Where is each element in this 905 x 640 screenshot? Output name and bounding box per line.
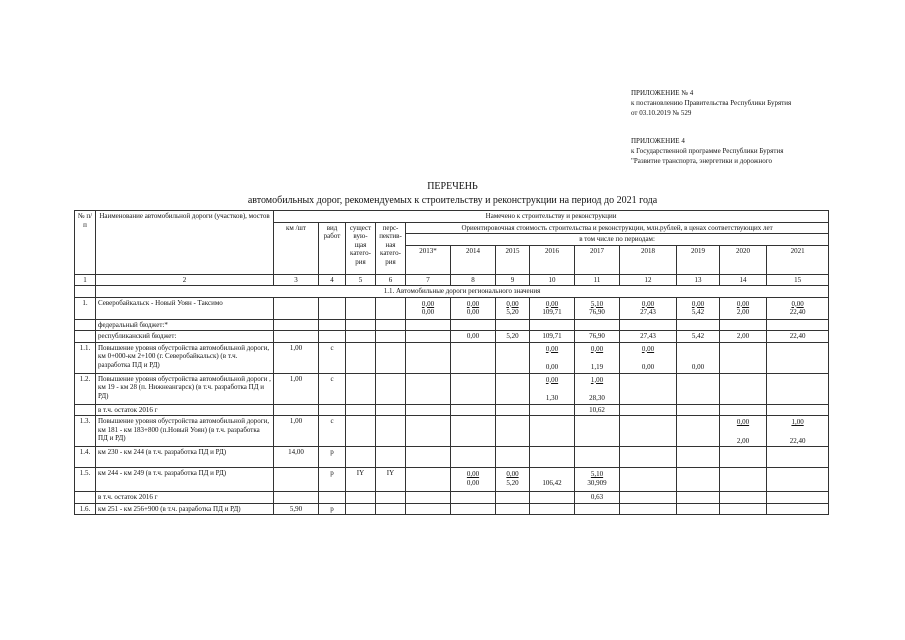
value: 0,63: [575, 492, 620, 504]
row-km: 14,00: [274, 447, 319, 468]
value: 27,43: [620, 331, 677, 343]
value-bottom: 0,00: [691, 363, 705, 371]
column-index: 7: [406, 274, 451, 286]
header-year: 2016: [530, 245, 575, 274]
column-index: 1: [75, 274, 96, 286]
value-bottom: 22,40: [789, 436, 806, 445]
value: 5,20: [496, 331, 530, 343]
header-by-periods: в том числе по периодам:: [406, 234, 829, 246]
table-row: [75, 468, 829, 492]
row-name: в т.ч. остаток 2016 г: [96, 404, 274, 416]
value: 76,90: [575, 331, 620, 343]
header-year: 2015: [496, 245, 530, 274]
column-index: 14: [720, 274, 767, 286]
row-name: Повышение уровня обустройства автомобильной дороги, км 0+000-км 2+100 (г. Северобайкальск) (в т.ч. разработка ПД и РД): [96, 342, 274, 373]
appendix-header-2: [631, 136, 783, 166]
value-top: 0,00: [545, 375, 559, 384]
appendix-1-line-2: к постановлению Правительства Республики Бурятия: [631, 99, 792, 107]
value-top: 5,10: [590, 299, 604, 308]
header-name: Наименование автомобильной дороги (участков), мостов: [96, 211, 274, 275]
value-top: 0,00: [641, 299, 655, 308]
row-name: Повышение уровня обустройства автомобильной дороги, км 181 - км 183+800 (п.Новый Уоян) (в т.ч. разработка ПД и РД): [96, 416, 274, 447]
value-top: 0,00: [506, 299, 519, 308]
header-cost: Ориентировочная стоимость строительства и реконструкции, млн.рублей, в ценах соответствующих лет: [406, 222, 829, 234]
header-existing-category: сущест вую- щая катего- рия: [346, 222, 376, 274]
column-index: 3: [274, 274, 319, 286]
value-bottom: 106,42: [542, 478, 562, 487]
row-name: федеральный бюджет:*: [96, 319, 274, 331]
value-top: 0,00: [506, 470, 519, 478]
value-top: 0,00: [421, 299, 435, 308]
row-name: км 244 - км 249 (в т.ч. разработка ПД и РД): [96, 468, 274, 492]
row-work: с: [319, 342, 346, 373]
header-year: 2013*: [406, 245, 451, 274]
value-top: 0,00: [545, 344, 559, 353]
column-index: 2: [96, 274, 274, 286]
table-row: [75, 492, 829, 504]
value-bottom: 0,00: [466, 478, 480, 487]
table-row: [75, 331, 829, 343]
value-bottom: 30,909: [587, 478, 607, 487]
value-top: 0,00: [466, 470, 480, 478]
appendix-2-line-2: к Государственной программе Республики Бурятия: [631, 147, 784, 155]
table-row: [75, 297, 829, 319]
row-num: 1.6.: [75, 503, 96, 515]
row-work: с: [319, 416, 346, 447]
row-work: р: [319, 468, 346, 492]
column-index: 10: [530, 274, 575, 286]
value-bottom: 1,19: [590, 363, 604, 371]
column-index: 15: [767, 274, 829, 286]
row-km: 1,00: [274, 342, 319, 373]
row-num: 1.1.: [75, 342, 96, 373]
value-top: 0,00: [791, 299, 804, 308]
value: 2,00: [720, 331, 767, 343]
value-top: 0,00: [736, 418, 750, 426]
column-index: 8: [451, 274, 496, 286]
row-name: республиканский бюджет:: [96, 331, 274, 343]
header-num: № п/п: [75, 211, 96, 275]
row-work: с: [319, 373, 346, 404]
value-bottom: 5,20: [506, 478, 519, 487]
row-km: 1,00: [274, 373, 319, 404]
column-index: 11: [575, 274, 620, 286]
row-name: в т.ч. остаток 2016 г: [96, 492, 274, 504]
header-prospective-category: перс- пектив- ная катего- рия: [376, 222, 406, 274]
row-name: км 230 - км 244 (в т.ч. разработка ПД и РД): [96, 447, 274, 468]
row-num: 1.2.: [75, 373, 96, 404]
header-year: 2019: [677, 245, 720, 274]
value-bottom: 0,00: [421, 308, 435, 316]
value-top: 0,00: [590, 344, 604, 353]
table-row: [75, 319, 829, 331]
roads-table: [74, 210, 829, 515]
value-bottom: 109,71: [542, 308, 562, 316]
value: 109,71: [530, 331, 575, 343]
table-row: [75, 447, 829, 468]
value-bottom: 0,00: [545, 363, 559, 371]
row-prospective-category: IY: [376, 468, 406, 492]
value-top: 0,00: [466, 299, 480, 308]
row-existing-category: IY: [346, 468, 376, 492]
value-bottom: 27,43: [640, 308, 656, 316]
row-num: 1.: [75, 297, 96, 319]
appendix-2-line-1: ПРИЛОЖЕНИЕ 4: [631, 137, 685, 145]
value-top: 0,00: [736, 299, 750, 308]
column-index: 4: [319, 274, 346, 286]
row-name: Северобайкальск - Новый Уоян - Таксимо: [96, 297, 274, 319]
value-bottom: 1,30: [545, 394, 559, 402]
header-year: 2021: [767, 245, 829, 274]
value-bottom: 76,90: [589, 308, 605, 316]
table-row: [75, 373, 829, 404]
row-km: 1,00: [274, 416, 319, 447]
value-bottom: 5,20: [506, 308, 519, 316]
header-year: 2018: [620, 245, 677, 274]
row-name: км 251 - км 256+900 (в т.ч. разработка ПД и РД): [96, 503, 274, 515]
column-index: 13: [677, 274, 720, 286]
value-top: 0,00: [691, 299, 705, 308]
column-index: 5: [346, 274, 376, 286]
row-work: р: [319, 503, 346, 515]
value: 0,00: [451, 331, 496, 343]
document-title: ПЕРЕЧЕНЬ: [427, 181, 478, 192]
value-top: 1,00: [590, 375, 604, 384]
header-km: км /шт: [274, 222, 319, 274]
header-planned: Намечено к строительству и реконструкции: [274, 211, 829, 223]
value-bottom: 0,00: [641, 363, 655, 371]
section-heading: 1.1. Автомобильные дороги регионального значения: [96, 286, 829, 298]
table-row: [75, 416, 829, 447]
row-km: 5,90: [274, 503, 319, 515]
value: 10,62: [575, 404, 620, 416]
row-name: Повышение уровня обустройства автомобильной дороги , км 19 - км 28 (п. Нижнеангарск) (в т.ч. разработка ПД и РД): [96, 373, 274, 404]
header-work: вид работ: [319, 222, 346, 274]
row-work: р: [319, 447, 346, 468]
appendix-1-line-3: от 03.10.2019 № 529: [631, 109, 692, 117]
value: 22,40: [767, 331, 829, 343]
value-bottom: 2,00: [736, 436, 750, 445]
appendix-header-1: [631, 88, 791, 118]
value-top: 5,10: [590, 470, 604, 478]
appendix-2-line-3: "Развитие транспорта, энергетики и дорожного: [631, 157, 772, 165]
value-bottom: 22,40: [789, 308, 806, 316]
table-row: [75, 404, 829, 416]
value: 5,42: [677, 331, 720, 343]
column-index: 9: [496, 274, 530, 286]
value-top: 0,00: [545, 299, 559, 308]
document-subtitle: автомобильных дорог, рекомендуемых к строительству и реконструкции на период до 2021 года: [247, 195, 658, 206]
value-bottom: 0,00: [466, 308, 480, 316]
value-bottom: 5,42: [691, 308, 705, 316]
header-year: 2017: [575, 245, 620, 274]
header-year: 2020: [720, 245, 767, 274]
value-top: 1,00: [791, 418, 804, 426]
value-top: 0,00: [641, 344, 655, 353]
row-num: 1.5.: [75, 468, 96, 492]
column-index: 12: [620, 274, 677, 286]
column-index: 6: [376, 274, 406, 286]
row-num: 1.4.: [75, 447, 96, 468]
value-bottom: 2,00: [736, 308, 750, 316]
header-year: 2014: [451, 245, 496, 274]
table-row: [75, 503, 829, 515]
value-bottom: 28,30: [589, 394, 605, 402]
column-index-row: [75, 274, 829, 286]
row-num: 1.3.: [75, 416, 96, 447]
appendix-1-line-1: ПРИЛОЖЕНИЕ № 4: [631, 89, 694, 97]
table-row: [75, 342, 829, 373]
